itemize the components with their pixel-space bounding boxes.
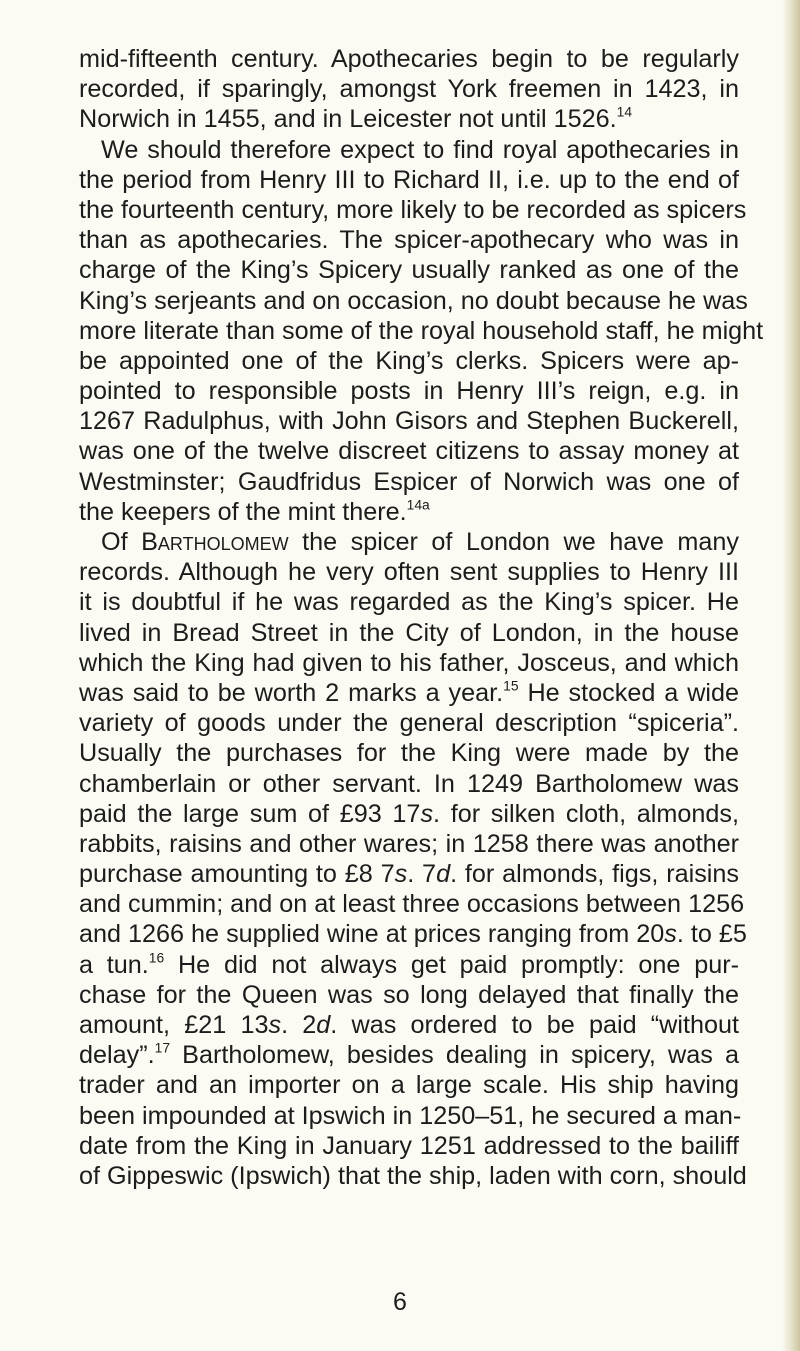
abbrev-pence: d: [436, 860, 451, 889]
text-line: [79, 497, 739, 527]
text-line: records. Although he very often sent supplies to Henry III: [79, 558, 739, 587]
text-line-segment: . for silken cloth, almonds,: [433, 799, 739, 828]
text-line: trader and an importer on a large scale. His ship having: [79, 1071, 739, 1100]
abbrev-pence: d: [316, 1011, 331, 1039]
text-line: and cummin; and on at least three occasions between 1256: [79, 890, 745, 919]
text-line: chamberlain or other servant. In 1249 Bartholomew was: [79, 769, 739, 798]
text-line-segment: and 1266 he supplied wine at prices ranging from 20: [79, 920, 665, 949]
text-line: of Gippeswic (Ipswich) that the ship, laden with corn, should: [79, 1161, 747, 1190]
text-line: lived in Bread Street in the City of London, in the house: [79, 618, 739, 647]
page-body: [79, 44, 764, 1191]
text-line-segment: . to £5: [676, 920, 747, 949]
text-line: been impounded at Ipswich in 1250–51, he secured a man-: [79, 1101, 742, 1130]
text-line: the period from Henry III to Richard II, i.e. up to the end of: [79, 165, 739, 194]
text-line: [79, 1010, 739, 1040]
text-line: recorded, if sparingly, amongst York freemen in 1423, in: [79, 75, 739, 104]
name-bartholomew-small-caps: Bartholomew: [141, 528, 289, 556]
text-line: charge of the King’s Spicery usually ranked as one of the: [79, 256, 739, 285]
text-line: more literate than some of the royal household staff, he might: [79, 316, 764, 345]
text-line-segment: delay”.: [79, 1041, 155, 1070]
text-line-segment: . was ordered to be paid “without: [330, 1011, 739, 1039]
footnote-ref-16: 16: [148, 949, 165, 966]
text-line: We should therefore expect to find royal apothecaries in: [101, 135, 739, 164]
text-line: mid-fifteenth century. Apothecaries begin to be regularly: [79, 45, 739, 73]
page-number: 6: [393, 1288, 407, 1316]
text-line-segment: . for almonds, figs, raisins: [450, 860, 739, 889]
text-line: [79, 859, 739, 889]
text-line: pointed to responsible posts in Henry III’s reign, e.g. in: [79, 377, 739, 406]
footnote-ref-14: 14: [616, 103, 633, 120]
text-line: which the King had given to his father, Josceus, and which: [79, 648, 739, 677]
abbrev-shillings: s: [268, 1011, 282, 1039]
text-line: [79, 950, 739, 980]
text-line: was one of the twelve discreet citizens to assay money at: [79, 437, 739, 466]
text-line: the fourteenth century, more likely to be recorded as spicers: [79, 195, 747, 224]
text-line-segment: He stocked a wide: [518, 678, 739, 707]
footnote-ref-14a: 14a: [406, 496, 430, 513]
text-line: than as apothecaries. The spicer-apothecary who was in: [79, 226, 739, 255]
text-line: [79, 919, 747, 949]
text-line: date from the King in January 1251 addressed to the bailiff: [79, 1131, 739, 1160]
text-line: Westminster; Gaudfridus Espicer of Norwich was one of: [79, 467, 739, 496]
abbrev-shillings: s: [394, 860, 408, 889]
text-line-segment: Of: [101, 528, 142, 556]
text-line: chase for the Queen was so long delayed that finally the: [79, 980, 739, 1009]
text-line: rabbits, raisins and other wares; in 1258 there was another: [79, 829, 739, 858]
text-line: be appointed one of the King’s clerks. Spicers were ap-: [79, 346, 739, 375]
text-line-segment: amount, £21 13: [79, 1011, 269, 1039]
text-line-segment: a tun.: [79, 950, 149, 979]
text-line: [79, 799, 739, 829]
abbrev-shillings: s: [420, 799, 434, 828]
text-line-segment: the keepers of the mint there.: [79, 497, 407, 526]
abbrev-shillings: s: [664, 920, 677, 949]
text-line-segment: . 2: [281, 1011, 317, 1039]
text-line: [79, 1040, 739, 1070]
text-line: 1267 Radulphus, with John Gisors and Stephen Buckerell,: [79, 407, 739, 436]
text-line-segment: . 7: [407, 860, 437, 889]
text-line-segment: the spicer of London we have many: [288, 528, 739, 556]
text-line-segment: purchase amounting to £8 7: [79, 860, 395, 889]
text-line: variety of goods under the general description “spiceria”.: [79, 709, 739, 738]
text-line-segment: paid the large sum of £93 17: [79, 799, 421, 828]
text-line: [79, 527, 739, 557]
text-line-segment: He did not always get paid promptly: one pur-: [164, 950, 739, 979]
text-line-segment: Norwich in 1455, and in Leicester not until 1526.: [79, 105, 617, 134]
text-line: it is doubtful if he was regarded as the King’s spicer. He: [79, 588, 739, 617]
text-line: Usually the purchases for the King were made by the: [79, 739, 739, 768]
text-line: [79, 678, 739, 708]
page-edge-shadow: [782, 0, 800, 1351]
text-line: King’s serjeants and on occasion, no doubt because he was: [79, 286, 748, 315]
footnote-ref-17: 17: [154, 1039, 171, 1056]
text-line-segment: was said to be worth 2 marks a year.: [79, 678, 504, 707]
text-line-segment: Bartholomew, besides dealing in spicery, was a: [170, 1041, 739, 1070]
footnote-ref-15: 15: [503, 677, 519, 694]
text-line: [79, 104, 739, 134]
